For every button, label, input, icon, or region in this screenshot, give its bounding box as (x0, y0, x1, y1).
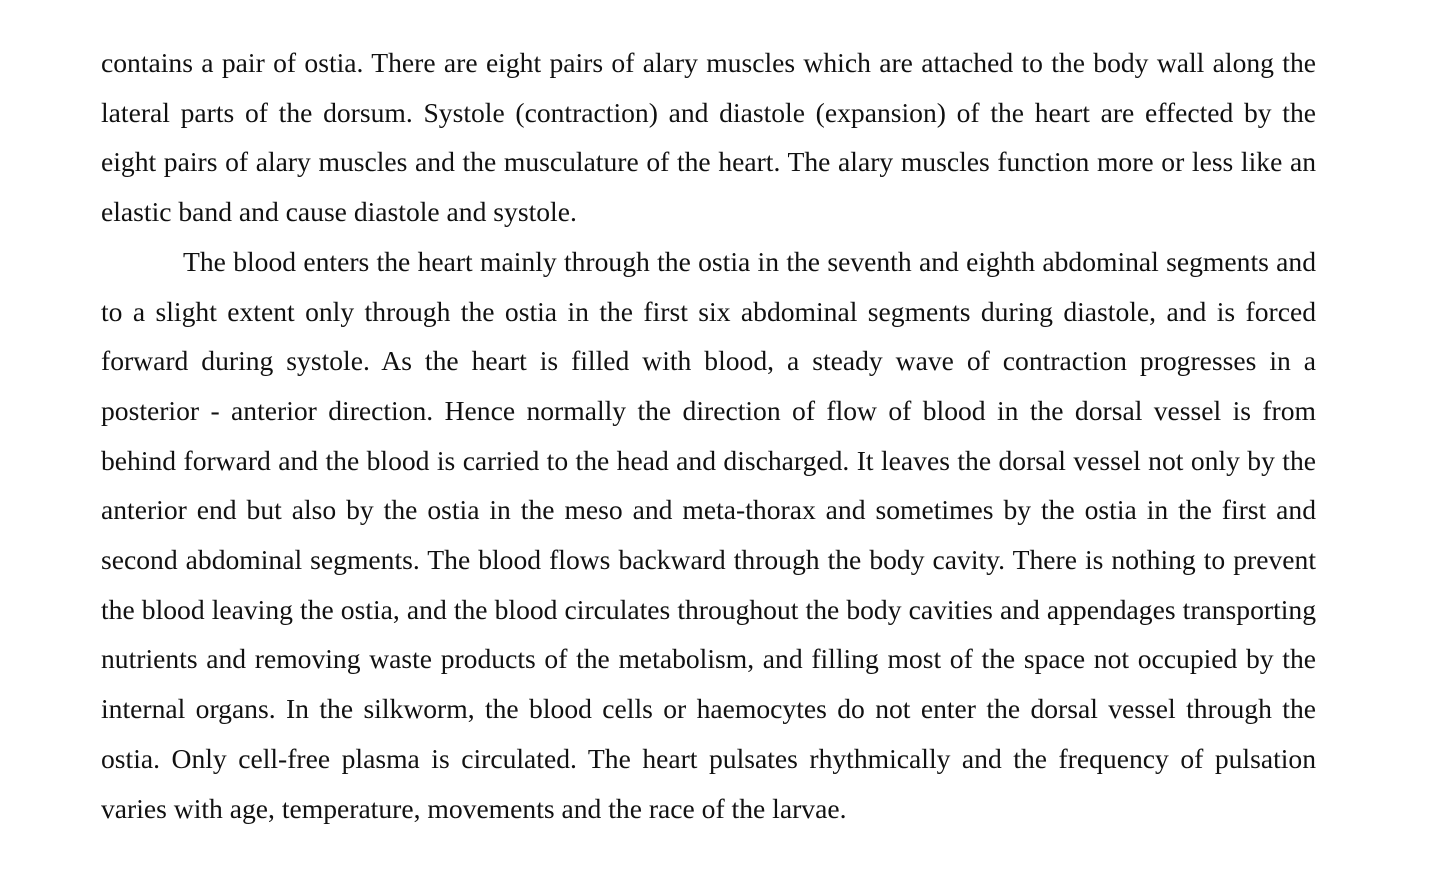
document-page (101, 38, 1316, 833)
paragraph-alary-muscles: contains a pair of ostia. There are eight pairs of alary muscles which are attached to the body wall along the lateral parts of the dorsum. Systole (contraction) and diastole (expansion) of the heart are effected by the eight pairs of alary muscles and the musculature of the heart. The alary muscles function more or less like an elastic band and cause diastole and systole. (101, 47, 1316, 228)
paragraph-blood-circulation: The blood enters the heart mainly through the ostia in the seventh and eighth abdominal segments and to a slight extent only through the ostia in the first six abdominal segments during diastole, and is forced forward during systole. As the heart is filled with blood, a steady wave of contraction progresses in a posterior - anterior direction. Hence normally the direction of flow of blood in the dorsal vessel is from behind forward and the blood is carried to the head and discharged. It leaves the dorsal vessel not only by the anterior end but also by the ostia in the meso and meta-thorax and sometimes by the ostia in the first and second abdominal segments. The blood flows backward through the body cavity. There is nothing to prevent the blood leaving the ostia, and the blood circulates throughout the body cavities and appendages transporting nutrients and removing waste products of the metabolism, and filling most of the space not occupied by the internal organs. In the silkworm, the blood cells or haemocytes do not enter the dorsal vessel through the ostia. Only cell-free plasma is circulated. The heart pulsates rhythmically and the frequency of pulsation varies with age, temperature, movements and the race of the larvae. (101, 245, 1316, 824)
